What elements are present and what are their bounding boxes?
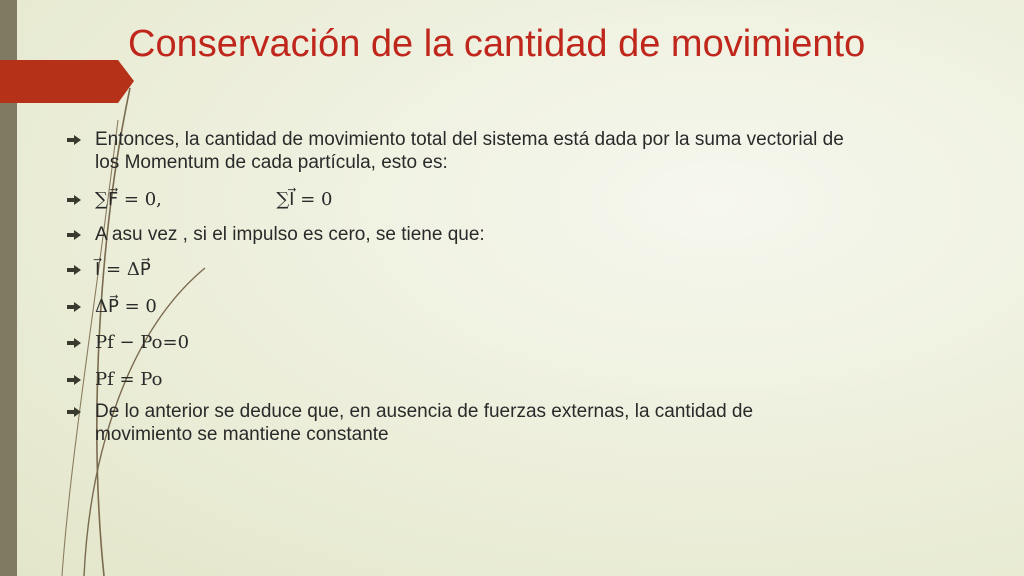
title-accent-bar	[0, 60, 134, 103]
bullet-text: Entonces, la cantidad de movimiento total del sistema está dada por la suma vectorial de los Momentum de cada partícula, esto es:	[95, 129, 844, 173]
right-arrow-bullet-icon	[67, 265, 81, 275]
right-arrow-bullet-icon	[67, 375, 81, 385]
right-arrow-bullet-icon	[67, 135, 81, 145]
slide-title: Conservación de la cantidad de movimiento	[128, 23, 866, 65]
right-arrow-bullet-icon	[67, 302, 81, 312]
right-arrow-bullet-icon	[67, 407, 81, 417]
right-arrow-bullet-icon	[67, 230, 81, 240]
bullet-math-equality: Pf = Po	[95, 369, 163, 390]
bullet-text: De lo anterior se deduce que, en ausencia de fuerzas externas, la cantidad de movimiento se mantiene constante	[95, 401, 754, 445]
bullet-math-difference: Pf − Po=0	[95, 332, 190, 353]
bullet-math-delta-p: ΔP⃗ = 0	[95, 296, 157, 317]
right-arrow-bullet-icon	[67, 195, 81, 205]
bullet-math-sum-force: ∑F⃗ = 0, ∑I⃗ = 0	[95, 189, 333, 210]
bullet-math-impulse: I⃗ = ΔP⃗	[95, 259, 151, 280]
bullet-text: A asu vez , si el impulso es cero, se tiene que:	[95, 224, 485, 245]
right-arrow-bullet-icon	[67, 338, 81, 348]
